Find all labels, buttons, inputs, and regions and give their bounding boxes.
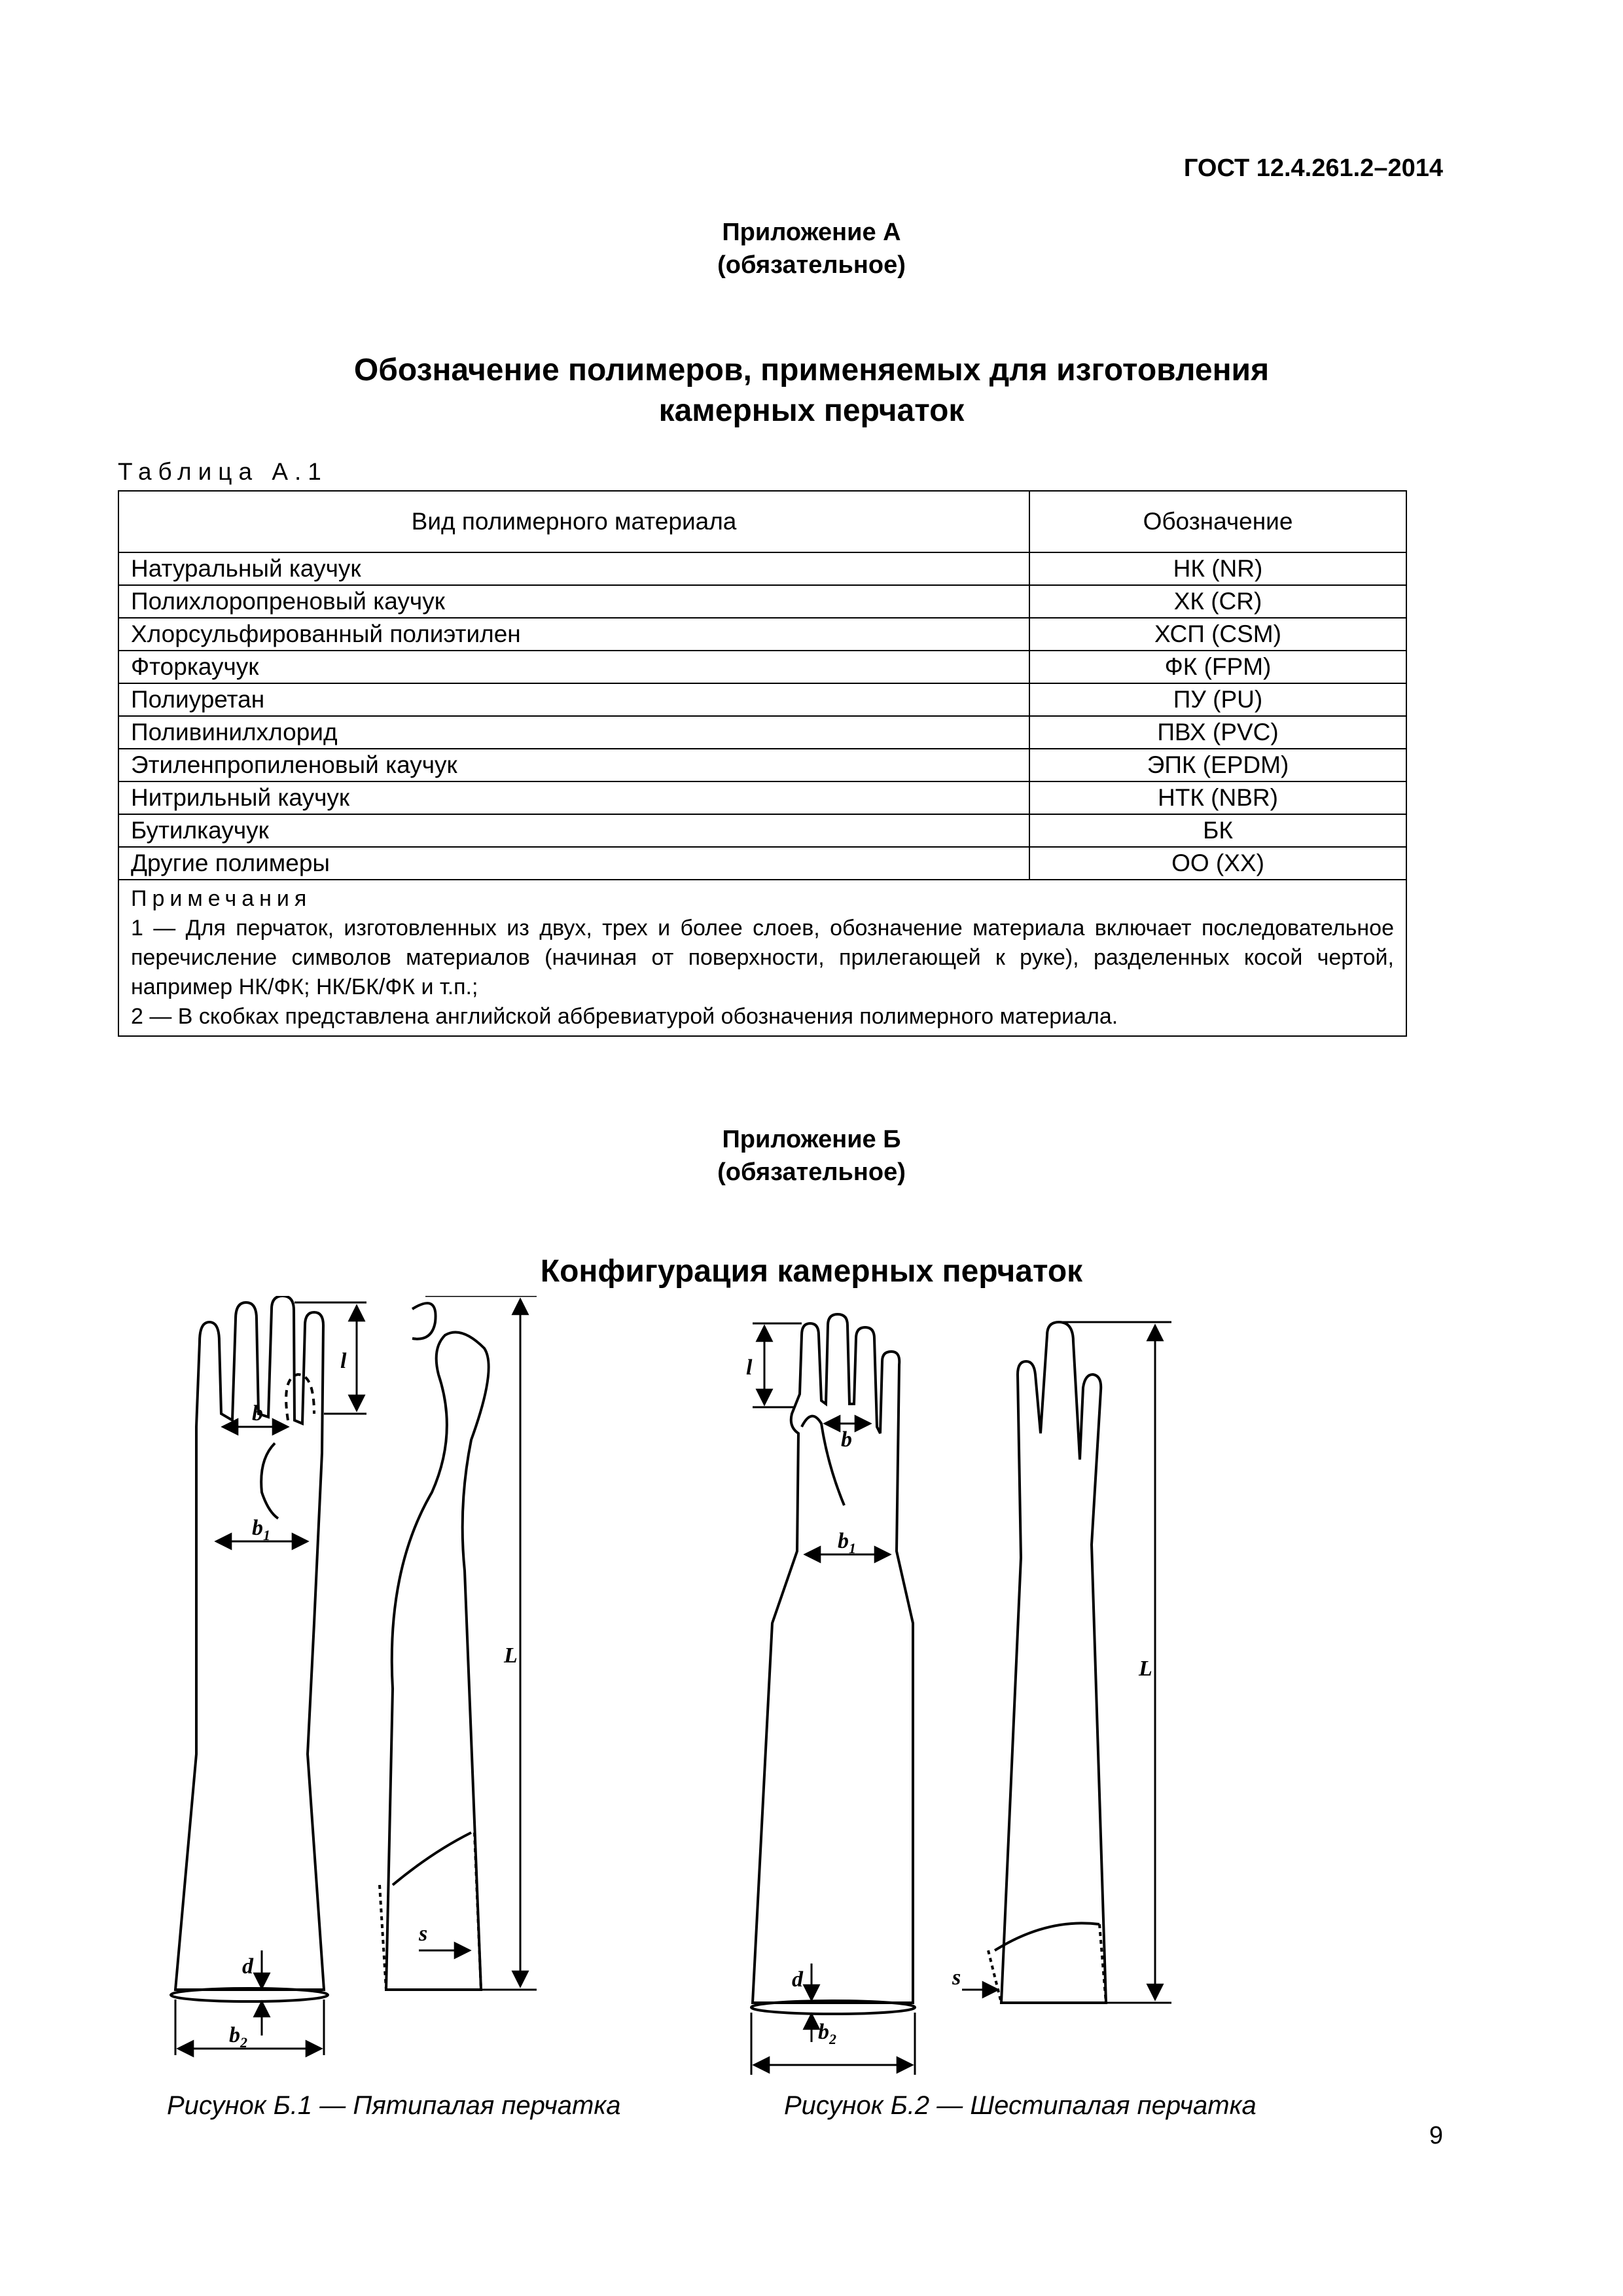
note-1: 1 — Для перчаток, изготовленных из двух, трех и более слоев, обозначение материала включает последовательное перечисление символов материалов (начиная от поверхности, прилегающей к руке), разделенных косой чертой, например НК/ФК; НК/БК/ФК и т.п.; xyxy=(131,916,1394,999)
appendix-b-heading: Конфигурация камерных перчаток xyxy=(540,1254,1083,1289)
dim-label-b2 xyxy=(818,2020,836,2047)
material-cell: Полихлоропреновый каучук xyxy=(118,585,1029,618)
appendix-b-title: Приложение Б xyxy=(722,1126,901,1153)
table-row xyxy=(118,585,1406,618)
figure1-dimensions xyxy=(175,1296,537,2055)
dim-label-l: l xyxy=(340,1349,347,1373)
five-finger-glove-front xyxy=(171,1296,328,2001)
b1-subscript: 1 xyxy=(263,1527,270,1543)
code-cell: ФК (FPM) xyxy=(1029,651,1406,683)
six-finger-glove-side xyxy=(988,1322,1106,2003)
table-row xyxy=(118,814,1406,847)
appendix-a-title: Приложение А xyxy=(722,219,901,246)
notes-cell xyxy=(118,880,1406,1036)
dim-label-d: d xyxy=(242,1954,253,1979)
code-cell: ХСП (CSM) xyxy=(1029,618,1406,651)
code-cell: ХК (CR) xyxy=(1029,585,1406,618)
figure2-labels xyxy=(746,1355,1152,2047)
material-cell: Хлорсульфированный полиэтилен xyxy=(118,618,1029,651)
appendix-b-status: (обязательное) xyxy=(717,1158,906,1186)
dim-label-l: l xyxy=(746,1355,753,1380)
five-finger-glove-side xyxy=(380,1303,489,1990)
dim-label-b: b xyxy=(841,1427,852,1452)
glove-figures xyxy=(0,1296,1623,2081)
polymer-table xyxy=(118,490,1407,1037)
b1-letter: b xyxy=(838,1529,849,1553)
code-cell: НТК (NBR) xyxy=(1029,781,1406,814)
note-2: 2 — В скобках представлена английской аббревиатурой обозначения полимерного материала. xyxy=(131,1004,1118,1029)
notes-row xyxy=(118,880,1406,1036)
appendix-a-status: (обязательное) xyxy=(717,251,906,279)
b1-letter: b xyxy=(252,1516,263,1540)
b2-letter: b xyxy=(818,2020,829,2044)
dim-label-s: s xyxy=(952,1965,961,1990)
dim-label-L: L xyxy=(504,1643,518,1668)
page-number: 9 xyxy=(1429,2122,1443,2149)
figure-caption-1: Рисунок Б.1 — Пятипалая перчатка xyxy=(167,2091,621,2120)
figure1-labels xyxy=(229,1349,518,2051)
b1-subscript: 1 xyxy=(849,1540,856,1556)
dim-label-b: b xyxy=(252,1401,263,1426)
dim-label-L: L xyxy=(1139,1657,1152,1681)
code-cell: БК xyxy=(1029,814,1406,847)
notes-title: Примечания xyxy=(131,886,312,911)
code-cell: ОО (ХХ) xyxy=(1029,847,1406,880)
table-row xyxy=(118,781,1406,814)
appendix-a-heading-line1: Обозначение полимеров, применяемых для изготовления xyxy=(353,353,1270,387)
table-row xyxy=(118,618,1406,651)
material-cell: Другие полимеры xyxy=(118,847,1029,880)
document-code: ГОСТ 12.4.261.2–2014 xyxy=(1183,154,1443,182)
b2-subscript: 2 xyxy=(240,2034,247,2051)
dim-label-d: d xyxy=(792,1967,803,1992)
b2-subscript: 2 xyxy=(829,2031,836,2047)
figure-caption-2: Рисунок Б.2 — Шестипалая перчатка xyxy=(784,2091,1257,2120)
six-finger-glove-front xyxy=(751,1314,915,2014)
figure2-dimensions xyxy=(751,1322,1171,2075)
b2-letter: b xyxy=(229,2023,240,2047)
table-row xyxy=(118,683,1406,716)
material-cell: Натуральный каучук xyxy=(118,552,1029,585)
code-cell: ЭПК (EPDM) xyxy=(1029,749,1406,781)
dim-label-s: s xyxy=(419,1922,428,1946)
table-row xyxy=(118,716,1406,749)
column-header-code: Обозначение xyxy=(1029,491,1406,552)
code-cell: ПВХ (PVC) xyxy=(1029,716,1406,749)
table-row xyxy=(118,749,1406,781)
material-cell: Полиуретан xyxy=(118,683,1029,716)
material-cell: Бутилкаучук xyxy=(118,814,1029,847)
code-cell: НК (NR) xyxy=(1029,552,1406,585)
code-cell: ПУ (PU) xyxy=(1029,683,1406,716)
table-row xyxy=(118,651,1406,683)
column-header-material: Вид полимерного материала xyxy=(118,491,1029,552)
material-cell: Этиленпропиленовый каучук xyxy=(118,749,1029,781)
dim-label-b1 xyxy=(252,1516,270,1543)
material-cell: Фторкаучук xyxy=(118,651,1029,683)
table-row xyxy=(118,847,1406,880)
table-label: Таблица А.1 xyxy=(118,458,328,485)
dim-label-b2 xyxy=(229,2023,247,2051)
appendix-a-heading-line2: камерных перчаток xyxy=(658,393,965,428)
table-row xyxy=(118,552,1406,585)
dim-label-b1 xyxy=(838,1529,856,1556)
material-cell: Нитрильный каучук xyxy=(118,781,1029,814)
table-header-row xyxy=(118,491,1406,552)
material-cell: Поливинилхлорид xyxy=(118,716,1029,749)
